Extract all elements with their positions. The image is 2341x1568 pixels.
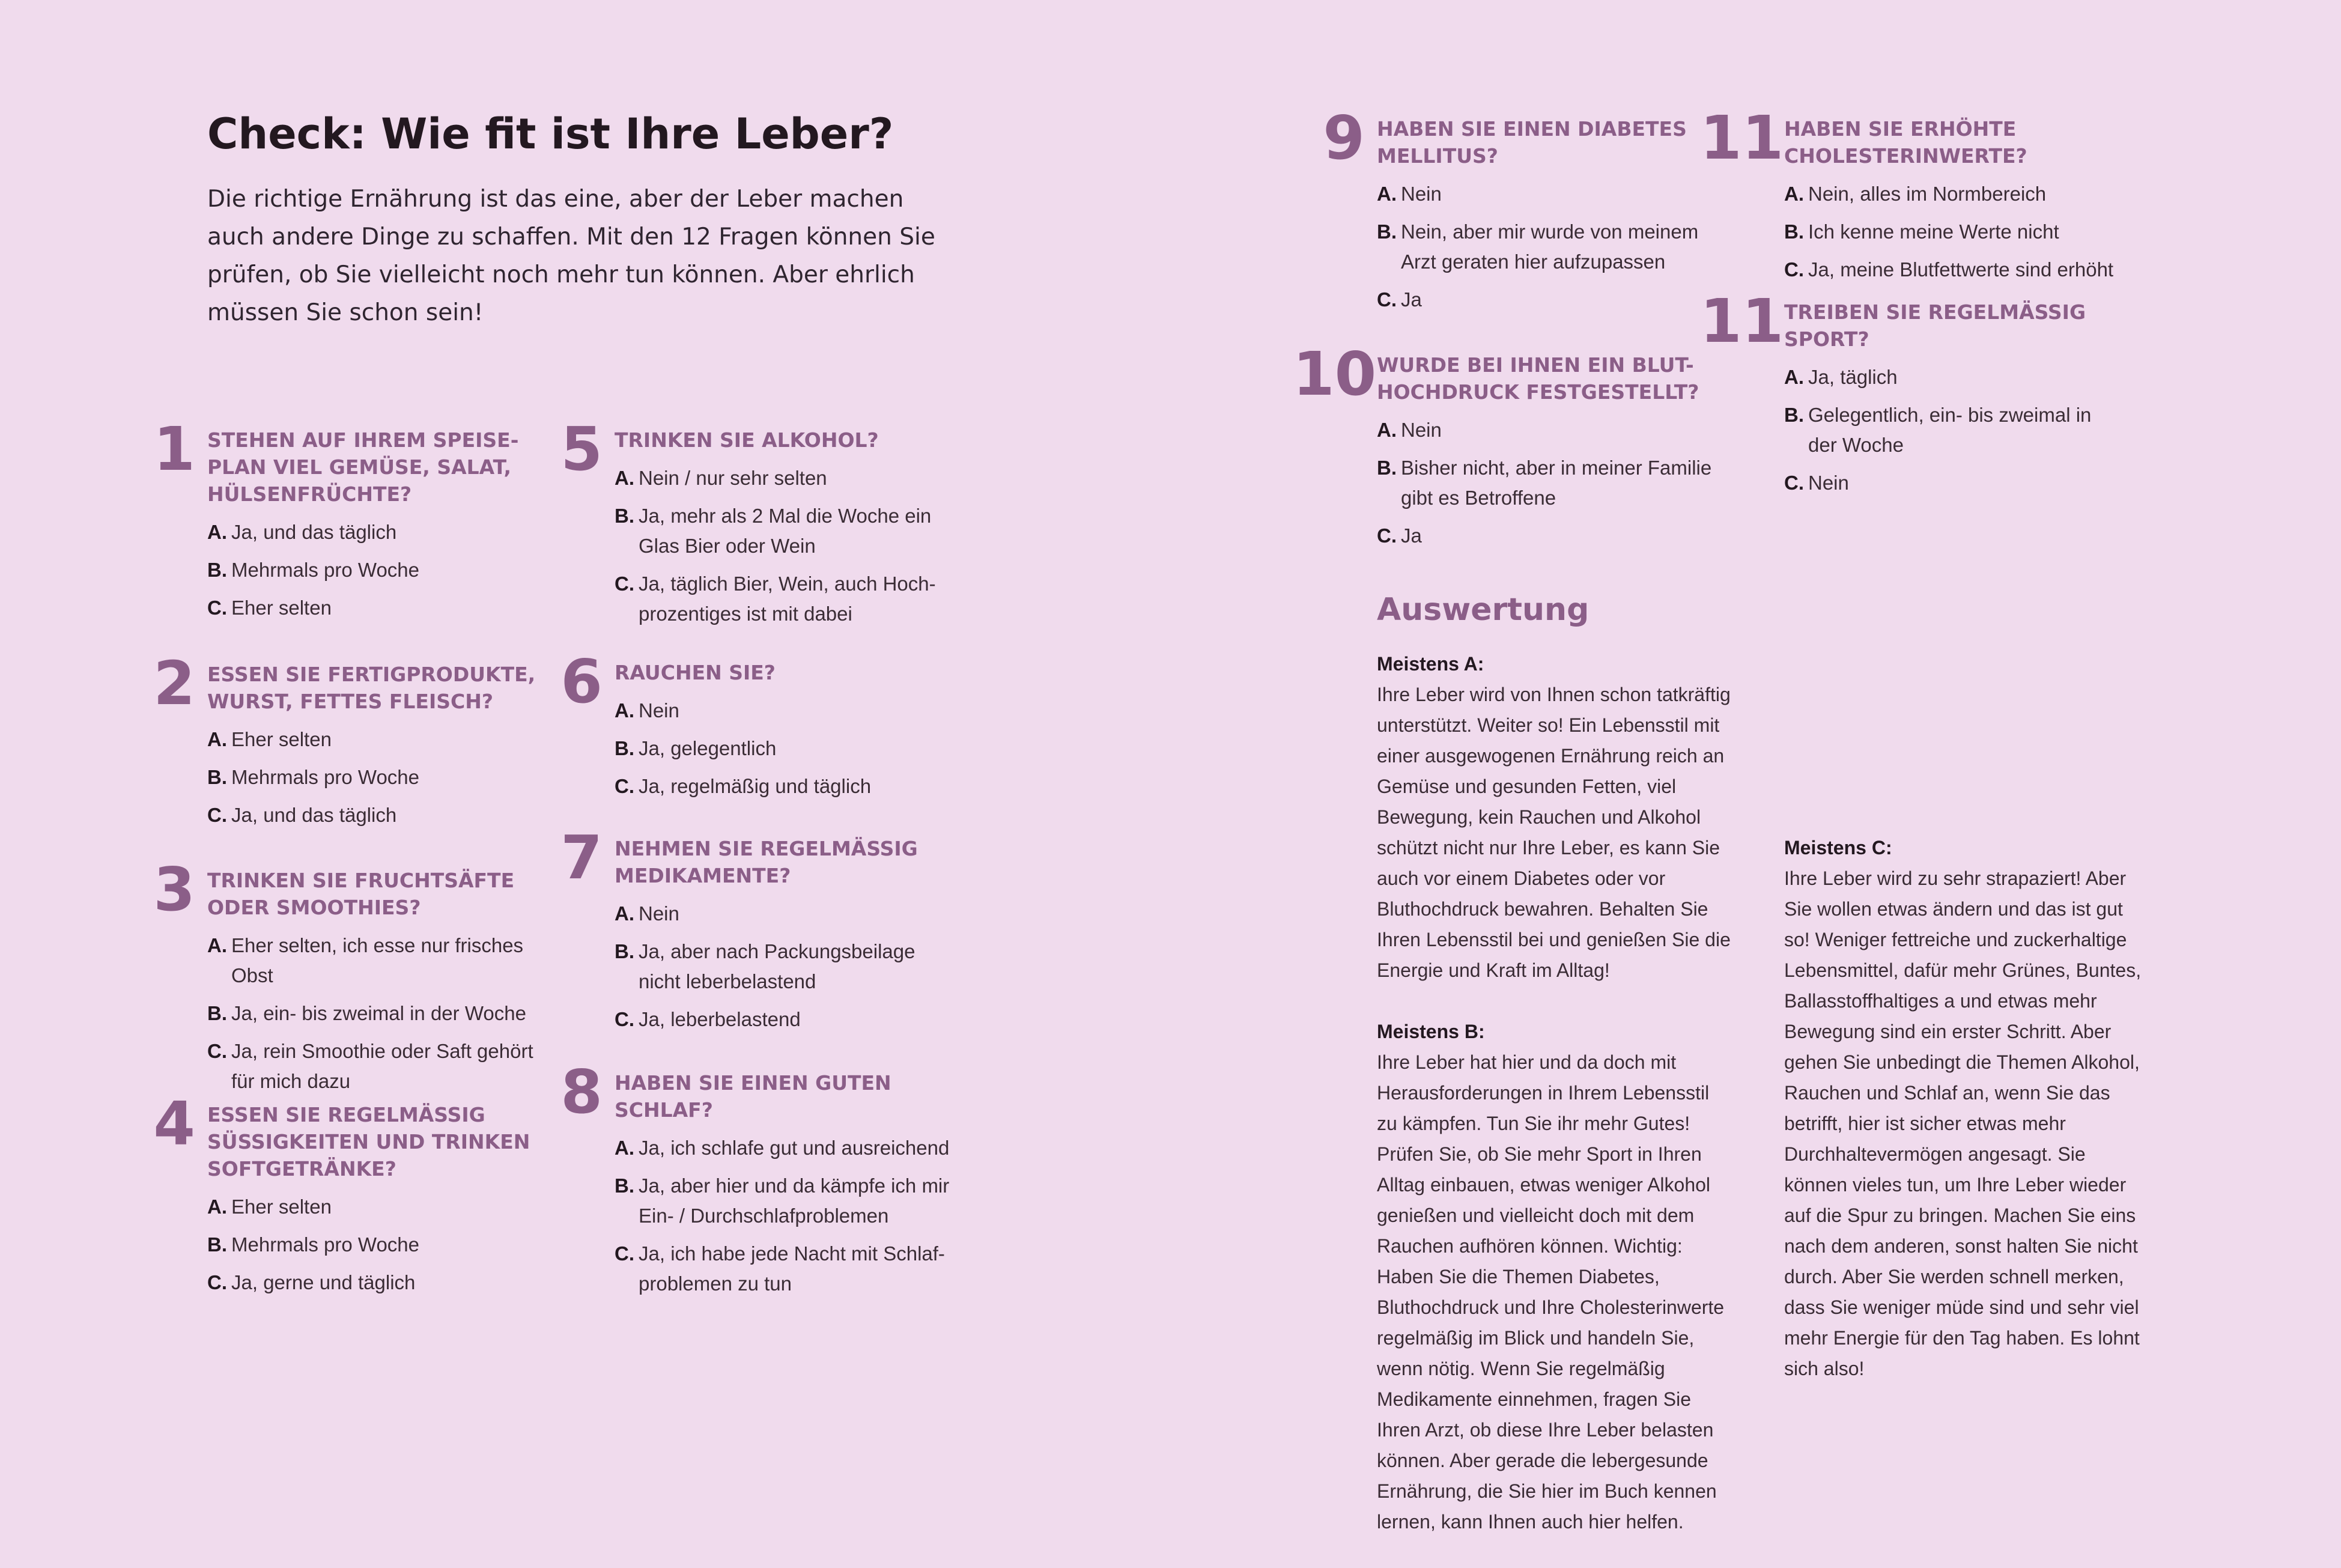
question-8 <box>560 1057 951 1307</box>
option-c: C. Ja, leberbelastend <box>615 1008 801 1030</box>
result-b-text: Ihre Leber hat hier und da doch mit Herausforderungen in Ihrem Lebensstil zu kämpfen. Tun Sie ihr mehr Gutes! Prüfen Sie, ob Sie mehr Sport in Ihren Alltag einbauen, etwas weniger Alkohol genießen und vielleicht doch mit dem Rauchen aufhören können. Wichtig: Haben Sie die Themen Diabetes, Bluthochdruck und Ihre Cholesterinwerte regelmäßig im Blick und handeln Sie, wenn nötig. Wenn Sie regelmäßig Medikamente einnehmen, fragen Sie Ihren Arzt, ob diese Ihre Leber belasten können. Aber gerade die lebergesunde Ernährung, die Sie hier im Buch kennen lernen, kann Ihnen auch hier helfen. <box>1377 1051 1725 1533</box>
option-c: C. Ja, gerne und täglich <box>207 1271 416 1293</box>
result-b-label: Meistens B: <box>1377 1021 1485 1042</box>
option-b: B. Mehrmals pro Woche <box>207 559 420 581</box>
question-number: 8 <box>560 1057 603 1127</box>
question-number: 11 <box>1700 103 1784 173</box>
question-number: 9 <box>1323 103 1365 173</box>
option-a: A. Nein <box>1377 183 1442 205</box>
question-number: 4 <box>153 1089 195 1159</box>
intro-text: Die richtige Ernährung ist das eine, aber der Leber machen auch andere Dinge zu schaffen. Mit den 12 Fragen können Sie prüfen, ob Sie vielleicht noch mehr tun können. Aber ehrlich müssen Sie schon sein! <box>207 186 935 326</box>
option-a: A. Ja, ich schlafe gut und ausreichend <box>615 1137 950 1159</box>
option-a: A. Nein, alles im Normbereich <box>1784 183 2047 205</box>
option-c: C. Ja, regelmäßig und täglich <box>615 775 872 797</box>
question-11 <box>1700 103 2145 293</box>
option-b: B. Gelegentlich, ein- bis zweimal in der Woche <box>1784 404 2092 456</box>
option-c: C. Eher selten <box>207 597 332 619</box>
question-6 <box>560 646 951 809</box>
question-12 <box>1700 286 2121 506</box>
question-4 <box>153 1089 544 1305</box>
option-a: A. Ja, täglich <box>1784 366 1898 388</box>
result-c-text: Ihre Leber wird zu sehr strapaziert! Aber Sie wollen etwas ändern und das ist gut so! Weniger fettreiche und zuckerhaltige Lebensmittel, dafür mehr Grünes, Buntes, Ballasstoffhaltiges a und etwas mehr Bewegung sind ein erster Schritt. Aber gehen Sie unbedingt die Themen Alkohol, Rauchen und Schlaf an, wenn Sie das betrifft, hier ist sicher etwas mehr Durchhaltevermögen angesagt. Sie können vieles tun, um Ihre Leber wieder auf die Spur zu bringen. Machen Sie eins nach dem anderen, sonst halten Sie nicht durch. Aber Sie werden schnell merken, dass Sie weniger müde sind und sehr viel mehr Energie für den Tag haben. Es lohnt sich also! <box>1784 868 2142 1379</box>
question-text: NEHMEN SIE REGELMÄSSIG MEDIKAMENTE? <box>615 837 918 887</box>
question-9 <box>1323 103 1725 323</box>
option-b: B. Bisher nicht, aber in meiner Familie gibt es Betroffene <box>1377 457 1712 509</box>
option-a: A. Ja, und das täglich <box>207 521 397 543</box>
result-a-label: Meistens A: <box>1377 653 1484 675</box>
question-text: WURDE BEI IHNEN EIN BLUT-HOCHDRUCK FESTGESTELLT? <box>1377 353 1699 404</box>
question-text: STEHEN AUF IHREM SPEISE-PLAN VIEL GEMÜSE, SALAT, HÜLSENFRÜCHTE? <box>207 428 519 506</box>
option-a: A. Nein <box>1377 419 1442 441</box>
question-number: 3 <box>153 854 195 925</box>
page-title: Check: Wie fit ist Ihre Leber? <box>207 109 894 159</box>
question-number: 5 <box>560 414 603 484</box>
question-5 <box>560 414 951 637</box>
evaluation-heading: Auswertung <box>1377 592 1590 628</box>
question-text: ESSEN SIE FERTIGPRODUKTE, WURST, FETTES FLEISCH? <box>207 663 536 713</box>
option-b: B. Ja, aber nach Packungsbeilage nicht leberbelastend <box>615 940 915 992</box>
option-c: C. Ja, täglich Bier, Wein, auch Hoch-prozentiges ist mit dabei <box>615 573 936 625</box>
result-a-text: Ihre Leber wird von Ihnen schon tatkräftig unterstützt. Weiter so! Ein Lebensstil mit einer ausgewogenen Ernährung reich an Gemüse und gesunden Fetten, viel Bewegung, kein Rauchen und Alkohol schützt nicht nur Ihre Leber, es kann Sie auch vor einem Diabetes oder vor Bluthochdruck bewahren. Behalten Sie Ihren Lebensstil bei und genießen Sie die Energie und Kraft im Alltag! <box>1377 684 1731 981</box>
question-7 <box>560 822 951 1042</box>
option-a: A. Eher selten <box>207 1196 332 1218</box>
question-number: 10 <box>1293 339 1377 409</box>
question-number: 1 <box>153 414 195 484</box>
question-text: HABEN SIE EINEN GUTEN SCHLAF? <box>615 1071 891 1122</box>
option-b: B. Mehrmals pro Woche <box>207 766 420 788</box>
question-text: HABEN SIE EINEN DIABETES MELLITUS? <box>1377 117 1687 168</box>
option-c: C. Ja, rein Smoothie oder Saft gehört für mich dazu <box>207 1040 533 1092</box>
option-a: A. Nein / nur sehr selten <box>615 467 827 489</box>
option-b: B. Nein, aber mir wurde von meinem Arzt geraten hier aufzupassen <box>1377 220 1699 273</box>
option-b: B. Ja, mehr als 2 Mal die Woche ein Glas Bier oder Wein <box>615 505 932 557</box>
question-3 <box>153 854 556 1104</box>
question-number: 2 <box>153 648 195 719</box>
evaluation-column-c <box>1784 833 2145 1415</box>
option-b: B. Ja, ein- bis zweimal in der Woche <box>207 1002 526 1024</box>
option-b: B. Ja, gelegentlich <box>615 737 777 759</box>
option-a: A. Eher selten, ich esse nur frisches Obst <box>207 934 524 986</box>
evaluation-column-left <box>1377 649 1731 1568</box>
question-text: TREIBEN SIE REGELMÄSSIG SPORT? <box>1784 300 2086 351</box>
option-c: C. Ja, und das täglich <box>207 804 397 826</box>
question-10 <box>1293 339 1725 559</box>
option-b: B. Ich kenne meine Werte nicht <box>1784 220 2059 243</box>
question-text: ESSEN SIE REGELMÄSSIG SÜSSIGKEITEN UND TRINKEN SOFTGETRÄNKE? <box>207 1103 530 1181</box>
question-1 <box>153 414 544 631</box>
option-a: A. Nein <box>615 699 679 722</box>
option-c: C. Ja, ich habe jede Nacht mit Schlaf-problemen zu tun <box>615 1242 945 1295</box>
question-text: TRINKEN SIE FRUCHTSÄFTE ODER SMOOTHIES? <box>207 869 515 919</box>
option-a: A. Eher selten <box>207 728 332 750</box>
option-a: A. Nein <box>615 902 679 925</box>
question-number: 6 <box>560 646 603 717</box>
option-c: C. Ja <box>1377 524 1422 547</box>
question-text: HABEN SIE ERHÖHTE CHOLESTERINWERTE? <box>1784 117 2027 168</box>
option-b: B. Mehrmals pro Woche <box>207 1233 420 1256</box>
result-c-label: Meistens C: <box>1784 837 1892 858</box>
question-number: 11 <box>1700 286 1784 356</box>
question-text: TRINKEN SIE ALKOHOL? <box>615 428 879 452</box>
option-c: C. Ja <box>1377 288 1422 311</box>
option-b: B. Ja, aber hier und da kämpfe ich mir Ein- / Durchschlafproblemen <box>615 1174 950 1227</box>
option-c: C. Ja, meine Blutfettwerte sind erhöht <box>1784 258 2114 281</box>
question-text: RAUCHEN SIE? <box>615 661 776 684</box>
option-c: C. Nein <box>1784 472 1849 494</box>
question-2 <box>153 648 544 838</box>
question-number: 7 <box>560 822 603 893</box>
